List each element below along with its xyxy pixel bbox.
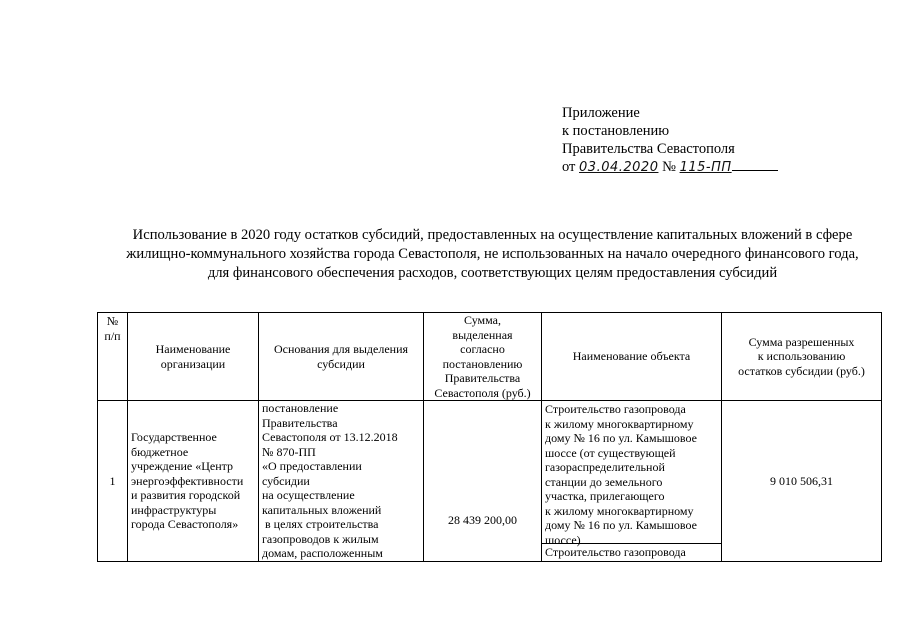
text-line: Строительство газопровода xyxy=(545,402,686,416)
signature-underline xyxy=(732,158,778,171)
row-object xyxy=(542,401,722,562)
appendix-from-prefix: от xyxy=(562,159,576,175)
text-line: к использованию xyxy=(757,349,846,364)
title-line-2: жилищно-коммунального хозяйства города Севастополя, не использованных на начало очередного финансового года, xyxy=(126,246,859,262)
appendix-line-1: Приложение xyxy=(562,105,640,121)
object-item-2: Строительство газопровода xyxy=(545,545,686,559)
text-line: Сумма разрешенных xyxy=(748,334,855,349)
text-line: участка, прилегающего xyxy=(545,489,665,503)
header-organization xyxy=(128,313,259,401)
text-line: домам, расположенным xyxy=(262,546,383,560)
title-line-1: Использование в 2020 году остатков субсидий, предоставленных на осуществление капитальных вложений в сфере xyxy=(132,227,853,243)
text-line: Наименование объекта xyxy=(572,349,691,364)
text-line: Наименование xyxy=(155,342,231,356)
text-line: капитальных вложений xyxy=(262,502,382,517)
table-row xyxy=(98,401,882,562)
text-line: п/п xyxy=(104,328,121,343)
title-line-3: для финансового обеспечения расходов, соответствующих целям предоставления субсидий xyxy=(207,265,778,281)
text-line: Севастополя (руб.) xyxy=(434,385,531,400)
text-line: № xyxy=(106,314,119,328)
row-allowed-amount: 9 010 506,31 xyxy=(722,401,882,562)
header-num xyxy=(98,313,128,401)
appendix-date-line xyxy=(562,158,778,177)
header-object xyxy=(542,313,722,401)
row-organization xyxy=(128,401,259,562)
header-amount xyxy=(424,313,542,401)
header-allowed-amount xyxy=(722,313,882,401)
text-line: субсидии xyxy=(262,473,310,488)
text-line: согласно xyxy=(460,342,505,356)
header-basis xyxy=(259,313,424,401)
text-line: постановлению xyxy=(442,356,523,371)
text-line: Государственное xyxy=(131,430,217,444)
text-line: энергоэффективности xyxy=(131,473,244,488)
text-line: организации xyxy=(160,356,226,371)
text-line: шоссе (от существующей xyxy=(545,445,676,460)
document-title xyxy=(95,226,890,283)
appendix-block xyxy=(562,104,778,177)
text-line: шоссе) xyxy=(545,532,581,547)
handwritten-number: 115-ПП xyxy=(679,160,732,175)
text-line: и развития городской xyxy=(131,488,241,502)
text-line: Сумма, xyxy=(464,313,501,327)
text-line: дому № 16 по ул. Камышовое xyxy=(545,518,697,532)
row-amount: 28 439 200,00 xyxy=(424,401,542,562)
subsidy-table xyxy=(97,312,882,562)
text-line: учреждение «Центр xyxy=(131,459,234,473)
handwritten-date: 03.04.2020 xyxy=(579,160,659,175)
text-line: газопроводов к жилым xyxy=(262,531,379,546)
text-line: выделенная xyxy=(452,327,513,342)
text-line: субсидии xyxy=(317,356,365,371)
text-line: к жилому многоквартирному xyxy=(545,416,694,431)
text-line: «О предоставлении xyxy=(262,459,362,473)
text-line: № 870-ПП xyxy=(262,444,316,459)
text-line: в целях строительства xyxy=(262,517,379,531)
text-line: бюджетное xyxy=(131,444,189,459)
text-line: Основания для выделения xyxy=(273,342,409,356)
text-line: Правительства xyxy=(444,371,521,385)
text-line: дому № 16 по ул. Камышовое xyxy=(545,431,697,445)
text-line: газораспределительной xyxy=(545,460,665,474)
text-line: на осуществление xyxy=(262,488,355,502)
text-line: к жилому многоквартирному xyxy=(545,503,694,518)
text-line: города Севастополя» xyxy=(131,517,239,531)
text-line: остатков субсидии (руб.) xyxy=(738,363,865,378)
row-num: 1 xyxy=(98,401,128,562)
object-item-1 xyxy=(542,401,721,547)
row-basis xyxy=(259,401,424,562)
text-line: Правительства xyxy=(262,415,338,430)
number-sign: № xyxy=(662,159,676,175)
text-line: инфраструктуры xyxy=(131,502,217,517)
table-header-row xyxy=(98,313,882,401)
text-line: постановление xyxy=(262,401,339,415)
appendix-line-2: к постановлению xyxy=(562,123,670,139)
text-line: станции до земельного xyxy=(545,474,663,489)
text-line: Севастополя от 13.12.2018 xyxy=(262,430,398,444)
appendix-line-3: Правительства Севастополя xyxy=(562,141,735,157)
